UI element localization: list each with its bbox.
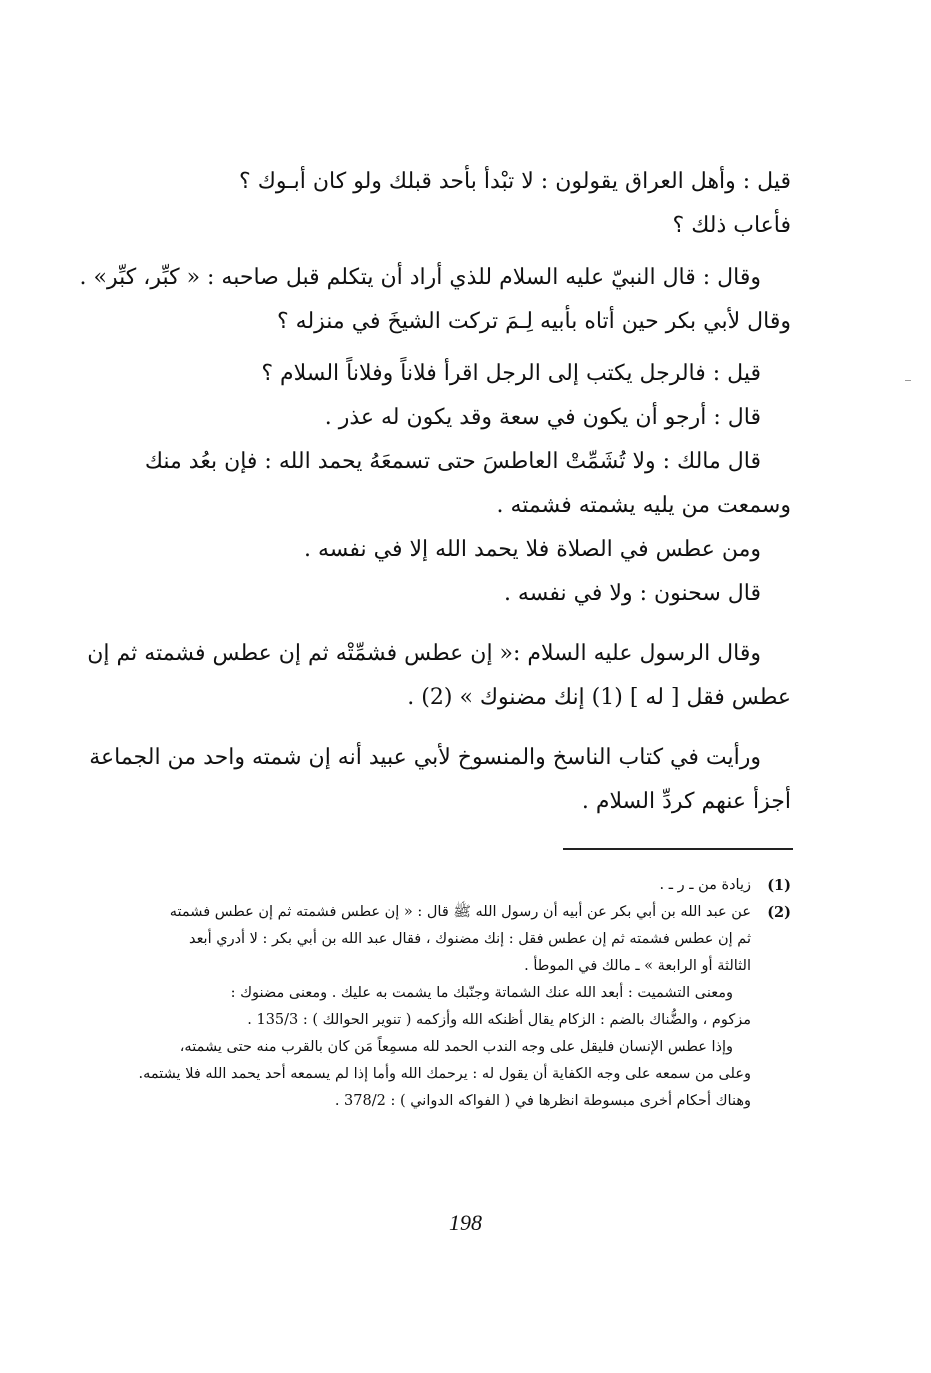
text-line: ومن عطس في الصلاة فلا يحمد الله إلا في نفسه . (303, 537, 761, 562)
footnote-line: مزكوم ، والضُّناك بالضم : الزكام يقال أظنكه الله وأزكمه ( تنوير الحوالك ) : 135/3 . (247, 1012, 751, 1028)
footnote-divider (563, 848, 793, 850)
text-line: وقال : قال النبيّ عليه السلام للذي أراد أن يتكلم قبل صاحبه : « كبِّر، كبِّر» . (79, 265, 761, 290)
text-line: وقال الرسول عليه السلام :« إن عطس فشمِّتْه ثم إن عطس فشمته ثم إن (87, 641, 761, 666)
footnote-number: (1) (767, 877, 791, 894)
footnote-line: الثالثة أو الرابعة » ـ مالك في الموطأ . (524, 958, 751, 974)
page-number: 198 (449, 1210, 482, 1235)
paragraph (87, 632, 791, 720)
footnote-line: وهناك أحكام أخرى مبسوطة انظرها في ( الفواكه الدواني ) : 378/2 . (334, 1093, 751, 1109)
footnote-note (121, 980, 791, 1034)
text-line: قال : أرجو أن يكون في سعة وقد يكون له عذر . (324, 405, 761, 430)
paragraph (121, 160, 791, 248)
footnote-note (121, 1034, 791, 1115)
text-line: قيل : فالرجل يكتب إلى الرجل اقرأ فلاناً وفلاناً السلام ؟ (261, 361, 761, 386)
text-line: وسمعت من يليه يشمته فشمته . (496, 493, 791, 518)
paragraph (89, 736, 791, 824)
text-line: قال مالك : ولا تُشَمِّتْ العاطسَ حتى تسمعَهُ يحمد الله : فإن بعُد منك (144, 449, 761, 474)
text-line: عطس فقل [ له ] (1) إنك مضنوك » (2) . (407, 685, 791, 710)
margin-mark (905, 380, 911, 381)
footnote-line: ومعنى التشميت : أبعد الله عنك الشماتة وجنّبك ما يشمت به عليك . ومعنى مضنوك : (230, 985, 733, 1001)
footnote (121, 899, 791, 980)
paragraph (121, 352, 791, 440)
footnote-line: وإذا عطس الإنسان فليقل على وجه الندب الحمد لله مسمِعاً مَن كان بالقرب منه حتى يشمته، (179, 1039, 733, 1055)
text-line: وقال لأبي بكر حين أتاه بأبيه لِـمَ تركت الشيخَ في منزله ؟ (276, 309, 791, 334)
footnote-line: ثم إن عطس فشمته ثم إن عطس فقل : إنك مضنوك ، فقال عبد الله بن أبي بكر : لا أدري أبعد (188, 931, 751, 947)
text-line: قيل : وأهل العراق يقولون : لا تبْدأ بأحد قبلك ولو كان أبـوك ؟ (239, 169, 791, 194)
text-line: قال سحنون : ولا في نفسه . (503, 581, 761, 606)
footnote-line: وعلى من سمعه على وجه الكفاية أن يقول له : يرحمك الله وأما إذا لم يسمعه أحد يحمد الله فلا يشتمه. (138, 1066, 751, 1082)
footnote-line: عن عبد الله بن أبي بكر عن أبيه أن رسول الله ﷺ قال : « إن عطس فشمته ثم إن عطس فشمته (169, 904, 751, 920)
footnote (121, 872, 791, 899)
paragraph (121, 440, 791, 528)
text-line: فأعاب ذلك ؟ (672, 213, 791, 238)
footnote-line: زيادة من ـ ر ـ . (659, 877, 751, 893)
paragraph (121, 528, 791, 616)
footnote-number: (2) (767, 904, 791, 921)
text-line: أجزأ عنهم كردِّ السلام . (581, 789, 791, 814)
paragraph (79, 256, 791, 344)
main-text (79, 160, 791, 824)
footnotes (121, 872, 791, 1115)
text-line: ورأيت في كتاب الناسخ والمنسوخ لأبي عبيد أنه إن شمته واحد من الجماعة (89, 745, 761, 770)
